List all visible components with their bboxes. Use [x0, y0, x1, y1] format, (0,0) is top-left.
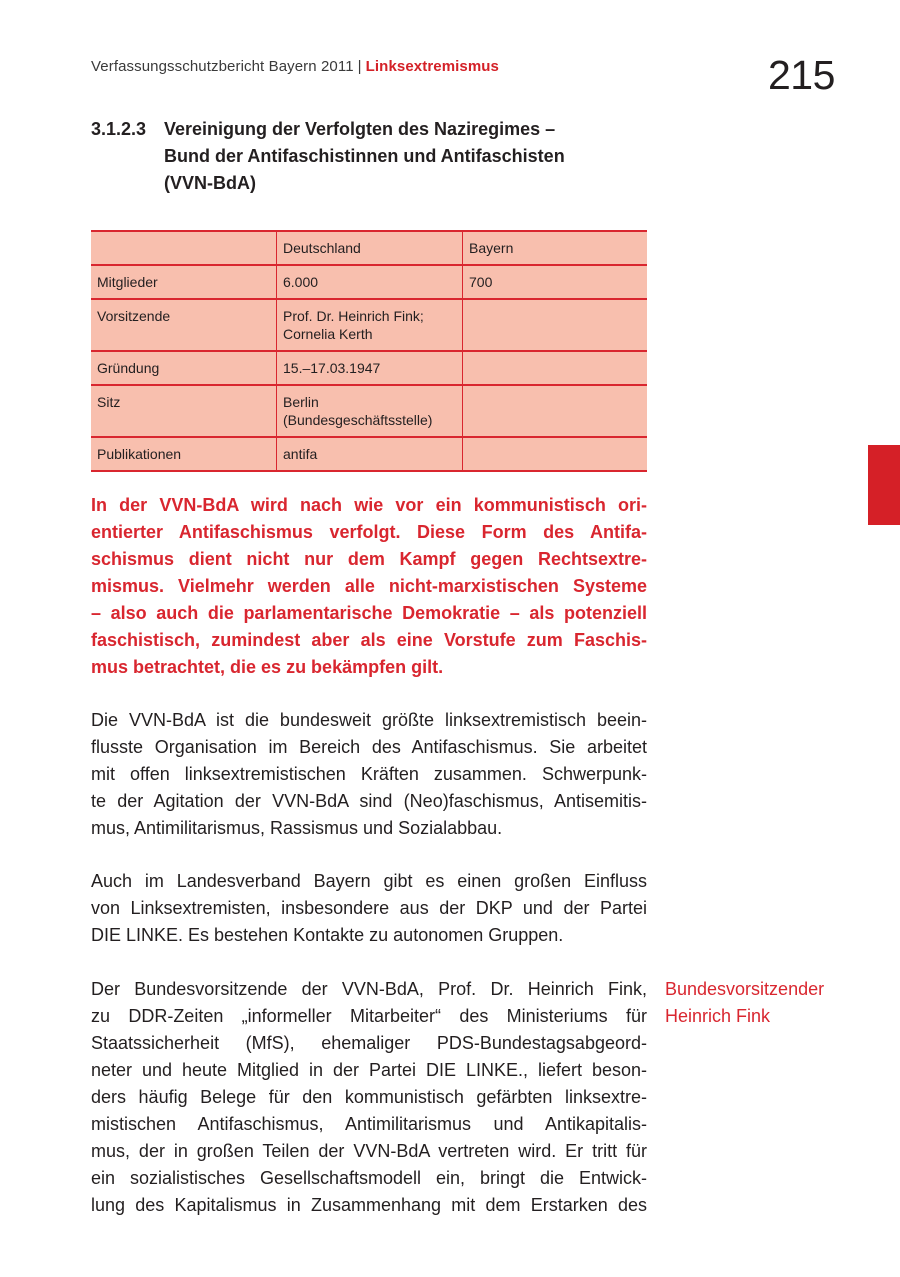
- deutschland-value: [277, 437, 463, 471]
- table-row: [91, 437, 647, 471]
- chapter-thumb-tab: [868, 445, 900, 525]
- table-header-deutschland: Deutschland: [277, 231, 463, 265]
- header-separator: |: [357, 58, 362, 75]
- text-line: In der VVN-BdA wird nach wie vor ein kommunistisch ori-: [91, 495, 647, 515]
- row-label: Gründung: [91, 351, 277, 385]
- row-label: Sitz: [91, 385, 277, 437]
- section-name: Linksextremismus: [365, 58, 499, 75]
- text-line: Die VVN-BdA ist die bundesweit größte linksextremistisch beein-: [91, 710, 647, 730]
- bayern-value: 700: [463, 265, 648, 299]
- text-line: te der Agitation der VVN-BdA sind (Neo)faschismus, Antisemitis-: [91, 791, 647, 811]
- bayern-value: [463, 385, 648, 437]
- body-paragraph: [91, 868, 647, 949]
- chapter-title-line: Bund der Antifaschistinnen und Antifaschisten: [164, 146, 565, 166]
- text-line: schismus dient nicht nur dem Kampf gegen Rechtsextre-: [91, 549, 647, 569]
- text-line: mismus. Vielmehr werden alle nicht-marxistischen Systeme: [91, 576, 647, 596]
- row-label: Mitglieder: [91, 265, 277, 299]
- text-line: neter und heute Mitglied in der Partei DIE LINKE., liefert beson-: [91, 1060, 647, 1080]
- text-line: entierter Antifaschismus verfolgt. Diese Form des Antifa-: [91, 522, 647, 542]
- text-line: zu DDR-Zeiten „informeller Mitarbeiter“ des Ministeriums für: [91, 1006, 647, 1026]
- table-header-empty: [91, 231, 277, 265]
- text-line: Auch im Landesverband Bayern gibt es einen großen Einfluss: [91, 871, 647, 891]
- chapter-number: 3.1.2.3: [91, 119, 147, 139]
- chapter-title: [164, 116, 654, 197]
- text-line: faschistisch, zumindest aber als eine Vorstufe zum Faschis-: [91, 630, 647, 650]
- chapter-title-line: (VVN-BdA): [164, 173, 256, 193]
- bayern-value: [463, 437, 648, 471]
- text-line: mistischen Antifaschismus, Antimilitarismus und Antikapitalis-: [91, 1114, 647, 1134]
- table-row: [91, 265, 647, 299]
- deutschland-value: [277, 299, 463, 351]
- row-label: Publikationen: [91, 437, 277, 471]
- text-line: flusste Organisation im Bereich des Antifaschismus. Sie arbeitet: [91, 737, 647, 757]
- table-row: [91, 385, 647, 437]
- cell-line: Cornelia Kerth: [283, 326, 373, 342]
- text-line: mus, der in großen Teilen der VVN-BdA vertreten wird. Er tritt für: [91, 1141, 647, 1161]
- text-line: Staatssicherheit (MfS), ehemaliger PDS-Bundestagsabgeord-: [91, 1033, 647, 1053]
- text-line: mus, Antimilitarismus, Rassismus und Sozialabbau.: [91, 818, 503, 838]
- text-line: lung des Kapitalismus in Zusammenhang mit dem Erstarken des: [91, 1195, 647, 1215]
- publication-title: Verfassungsschutzbericht Bayern 2011: [91, 58, 354, 75]
- cell-line: Berlin: [283, 394, 319, 410]
- running-header: [91, 58, 499, 75]
- cell-line: antifa: [283, 446, 318, 462]
- page-number: 215: [768, 52, 835, 98]
- text-line: ders häufig Belege für den kommunistisch gefärbten linksextre-: [91, 1087, 647, 1107]
- cell-line: (Bundesgeschäftsstelle): [283, 412, 433, 428]
- chapter-title-line: Vereinigung der Verfolgten des Naziregimes –: [164, 119, 556, 139]
- marginal-note-line: Heinrich Fink: [665, 1006, 771, 1026]
- text-line: Der Bundesvorsitzende der VVN-BdA, Prof. Dr. Heinrich Fink,: [91, 979, 647, 999]
- cell-line: 6.000: [283, 274, 319, 290]
- text-line: mus betrachtet, die es zu bekämpfen gilt.: [91, 657, 444, 677]
- table-row: [91, 299, 647, 351]
- bayern-value: [463, 351, 648, 385]
- facts-table: [91, 230, 647, 472]
- row-label: Vorsitzende: [91, 299, 277, 351]
- body-paragraph: [91, 707, 647, 842]
- cell-line: Prof. Dr. Heinrich Fink;: [283, 308, 424, 324]
- body-paragraph: [91, 976, 647, 1219]
- table-row: [91, 351, 647, 385]
- marginal-note: [665, 976, 875, 1030]
- cell-line: 15.–17.03.1947: [283, 360, 381, 376]
- marginal-note-line: Bundesvorsitzender: [665, 979, 825, 999]
- bayern-value: [463, 299, 648, 351]
- table-header-row: [91, 231, 647, 265]
- text-line: DIE LINKE. Es bestehen Kontakte zu autonomen Gruppen.: [91, 925, 564, 945]
- text-line: – also auch die parlamentarische Demokratie – als potenziell: [91, 603, 647, 623]
- deutschland-value: [277, 351, 463, 385]
- lead-paragraph: [91, 492, 647, 681]
- table-header-bayern: Bayern: [463, 231, 648, 265]
- text-line: ein sozialistisches Gesellschaftsmodell ein, bringt die Entwick-: [91, 1168, 647, 1188]
- text-line: mit offen linksextremistischen Kräften zusammen. Schwerpunk-: [91, 764, 647, 784]
- deutschland-value: [277, 385, 463, 437]
- deutschland-value: [277, 265, 463, 299]
- text-line: von Linksextremisten, insbesondere aus der DKP und der Partei: [91, 898, 647, 918]
